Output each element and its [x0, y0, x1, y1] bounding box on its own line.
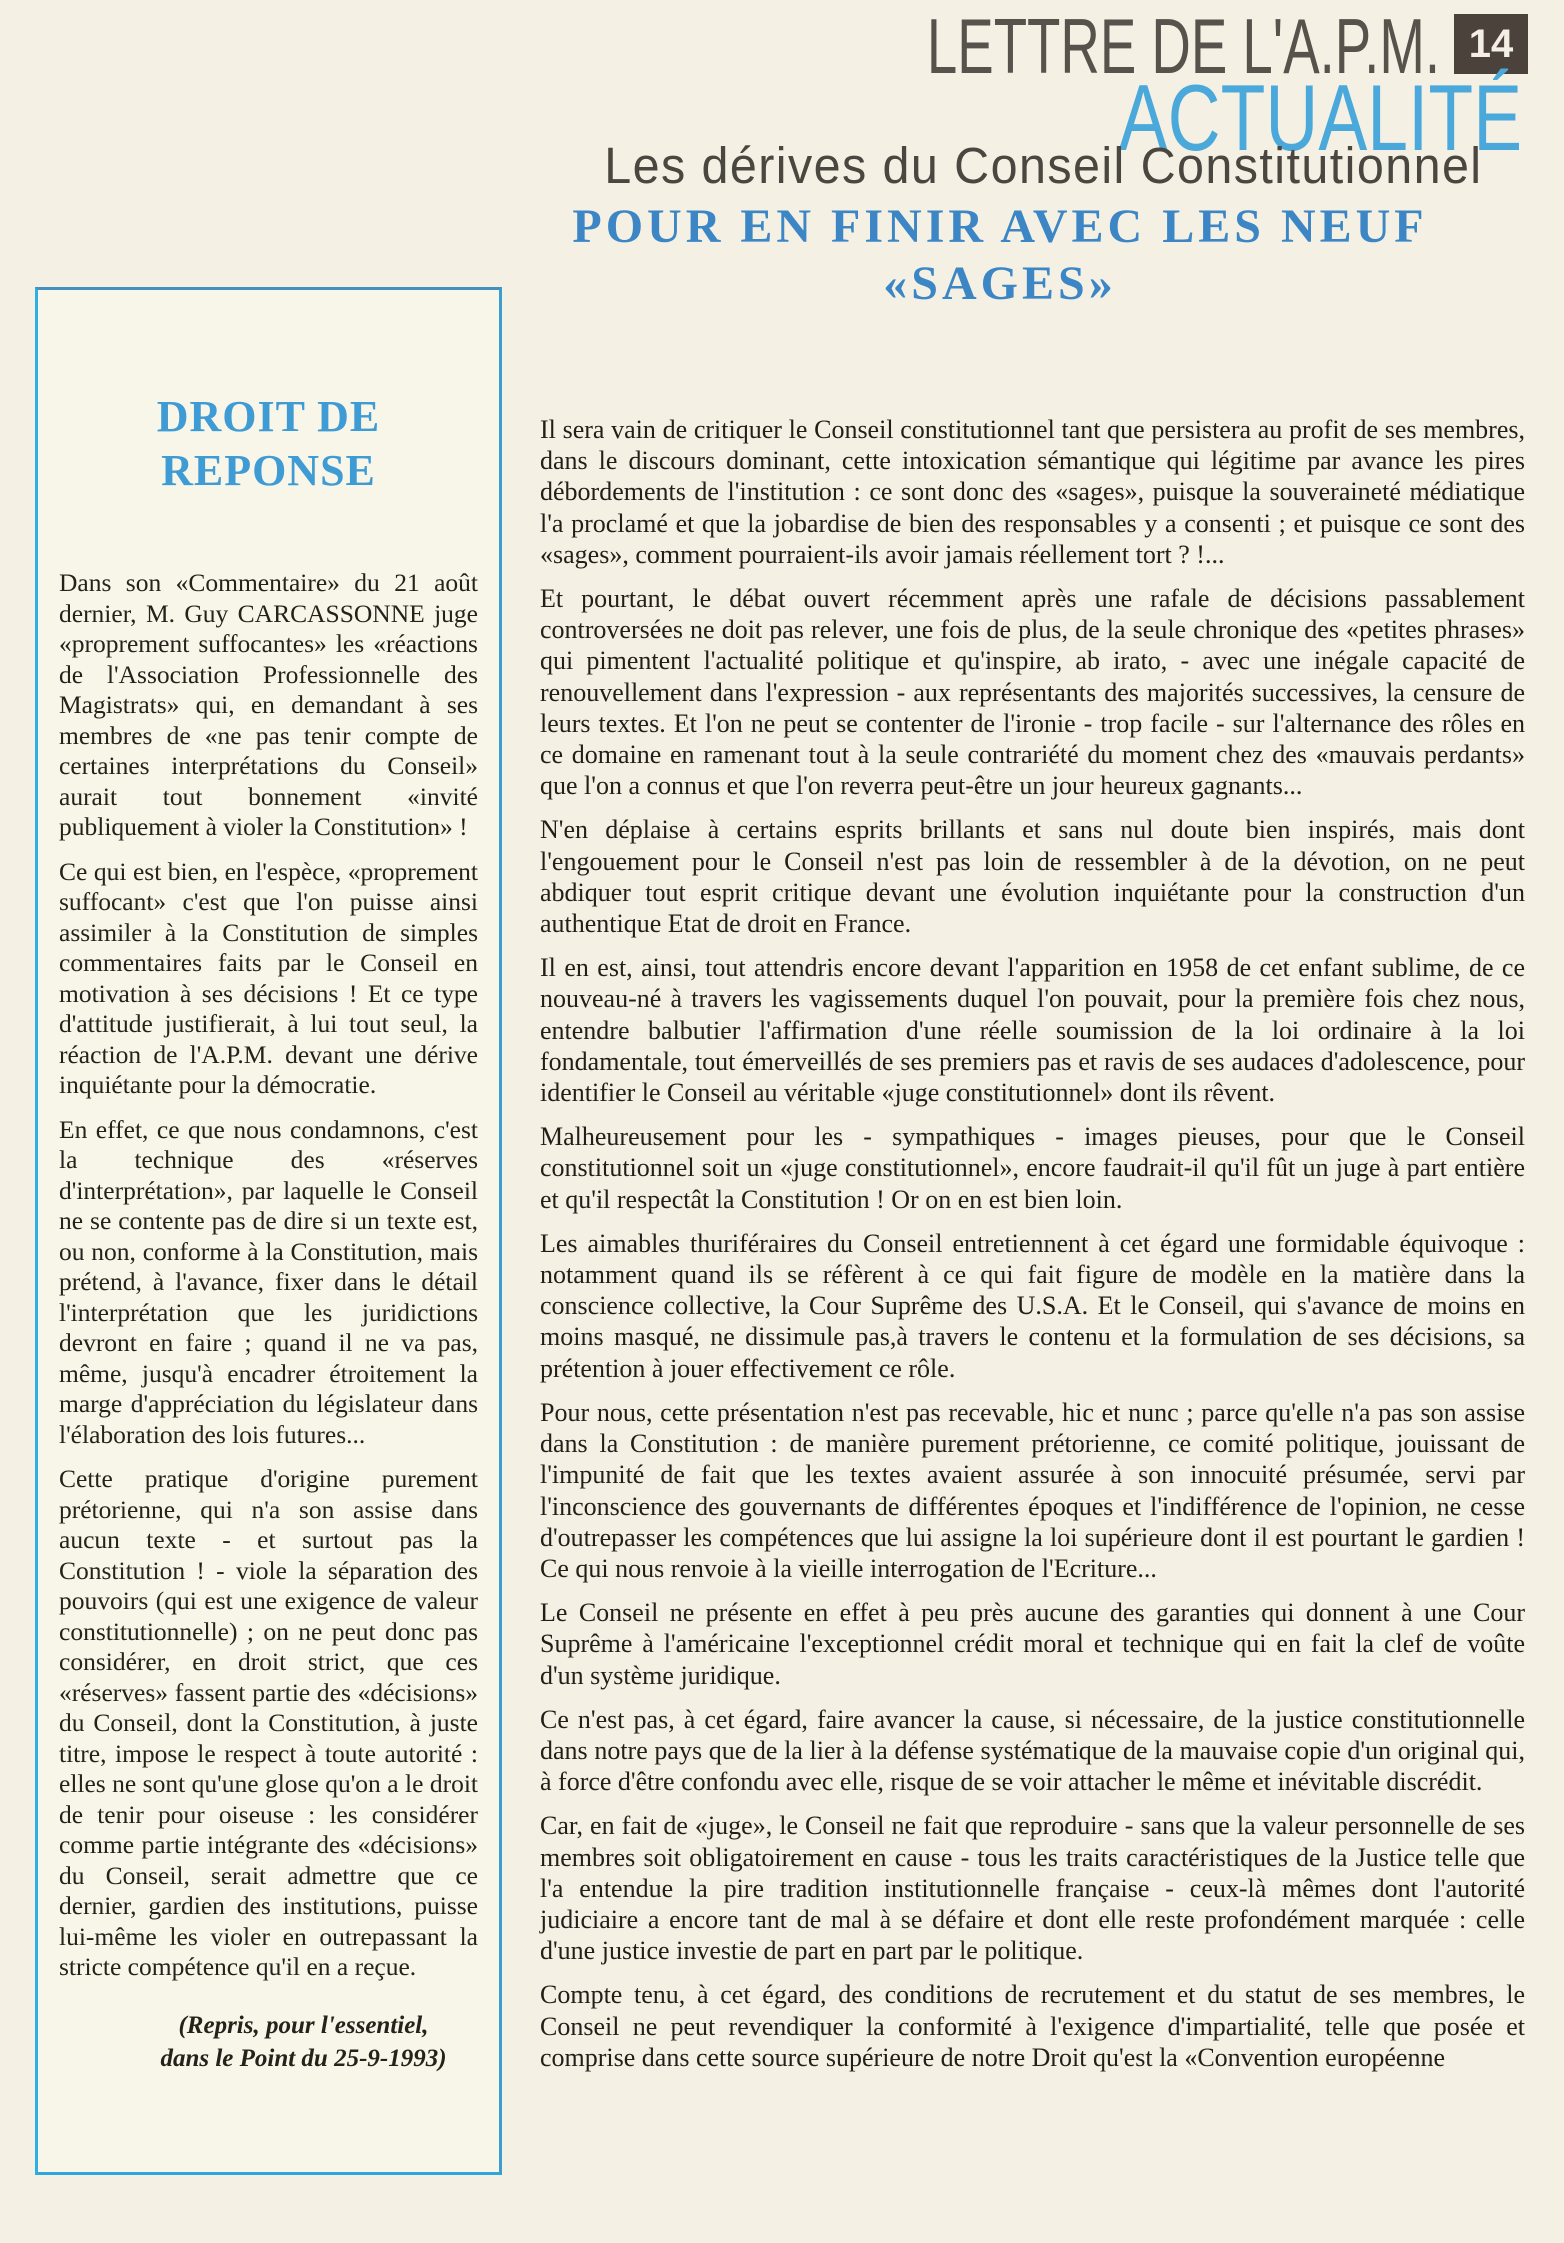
sidebar-title-line2: REPONSE — [161, 446, 376, 495]
sidebar-droit-de-reponse — [35, 287, 502, 2175]
body-paragraph: Ce n'est pas, à cet égard, faire avancer la cause, si nécessaire, de la justice constitutionnelle dans notre pays que de la lier à la défense systématique de la mauvaise copie d'un original qui, à force d'être confondu avec elle, risque de se voir attacher le même et inévitable discrédit. — [540, 1704, 1525, 1797]
sidebar-attribution — [59, 2009, 478, 2075]
body-paragraph: Compte tenu, à cet égard, des conditions de recrutement et du statut de ses membres, le Conseil ne peut revendiquer la conformité à l'exigence d'impartialité, telle que posée et comprise dans cette source supérieure de notre Droit qu'est la «Convention européenne — [540, 1980, 1525, 2072]
body-paragraph: Pour nous, cette présentation n'est pas recevable, hic et nunc ; parce qu'elle n'a pas son assise dans la Constitution : de manière purement prétorienne, ce comité politique, jouissant de l'impunité de fait que les textes avaient assurée à son innocuité présumée, servi par l'inconscience des gouvernants de différentes époques et l'indifférence de l'opinion, ne cesse d'outrepasser les compétences que lui assigne la loi supérieure dont il est pourtant le gardien ! Ce qui nous renvoie à la vieille interrogation de l'Ecriture... — [540, 1397, 1525, 1583]
article-body — [540, 414, 1525, 2086]
body-paragraph: Car, en fait de «juge», le Conseil ne fait que reproduire - sans que la valeur personnelle de ses membres soit obligatoirement en cause - tous les traits caractéristiques de la Justice telle que l'a entendue la pire tradition institutionnelle française - ceux-là mêmes dont l'autorité judiciaire a encore tant de mal à se défaire et dont elle reste profondément marquée : celle d'une justice investie de part en part par le politique. — [540, 1811, 1525, 1966]
body-paragraph: Il sera vain de critiquer le Conseil constitutionnel tant que persistera au profit de ses membres, dans le discours dominant, cette intoxication sémantique qui légitime par avance les pires débordements de l'institution : ce sont donc des «sages», puisque la souveraineté médiatique l'a proclamé et que la jobardise de bien des responsables y a consenti ; et puisque ce sont des «sages», comment pourraient-ils avoir jamais réellement tort ? !... — [540, 415, 1525, 569]
body-paragraph: Malheureusement pour les - sympathiques - images pieuses, pour que le Conseil constitutionnel soit un «juge constitutionnel», encore faudrait-il qu'il fût un juge à part entière et qu'il respectât la Constitution ! Or on en est bien loin. — [540, 1122, 1525, 1214]
sidebar-text — [59, 568, 478, 1983]
article-subtitle-line1: POUR EN FINIR AVEC LES NEUF — [572, 200, 1428, 253]
sidebar-paragraph: Cette pratique d'origine purement prétorienne, qui n'a son assise dans aucun texte - et surtout pas la Constitution ! - viole la séparation des pouvoirs (qui est une exigence de valeur constitutionnelle) ; on ne peut donc pas considérer, en droit strict, que ces «réserves» fassent partie des «décisions» du Conseil, dont la Constitution, à juste titre, impose le respect à toute autorité : elles ne sont qu'une glose qu'on a le droit de tenir pour oiseuse : les considérer comme partie intégrante des «décisions» du Conseil, serait admettre que ce dernier, gardien des institutions, puisse lui-même les violer en outrepassant la stricte compétence qu'il en a reçue. — [59, 1464, 478, 1981]
sidebar-paragraph: Ce qui est bien, en l'espèce, «proprement suffocant» c'est que l'on puisse ainsi assimiler à la Constitution de simples commentaires faits par le Conseil en motivation à ses décisions ! Et ce type d'attitude justifierait, à lui tout seul, la réaction de l'A.P.M. devant une dérive inquiétante pour la démocratie. — [59, 856, 478, 1099]
article-subtitle — [480, 198, 1520, 312]
sidebar-attribution-line1: (Repris, pour l'essentiel, — [178, 2011, 429, 2039]
body-paragraph: N'en déplaise à certains esprits brillants et sans nul doute bien inspirés, mais dont l'engouement pour le Conseil n'est pas loin de ressembler à de la dévotion, on ne peut abdiquer tout esprit critique devant une évolution inquiétante pour la construction d'un authentique Etat de droit en France. — [540, 815, 1525, 939]
body-paragraph: Et pourtant, le débat ouvert récemment après une rafale de décisions passablement controversées ne doit pas relever, une fois de plus, de la seule chronique des «petites phrases» qui pimentent l'actualité politique et qu'inspire, ab irato, - avec une inégale capacité de renouvellement dans l'expression - aux représentants des majorités successives, la censure de leurs textes. Et l'on ne peut se contenter de l'ironie - trop facile - sur l'alternance des rôles en ce domaine en ramenant tout à la seule contrariété du moment chez des «mauvais perdants» que l'on a connus et que l'on reverra peut-être un jour heureux gagnants... — [540, 584, 1525, 801]
sidebar-paragraph: Dans son «Commentaire» du 21 août dernier, M. Guy CARCASSONNE juge «proprement suffocantes» les «réactions de l'Association Professionnelle des Magistrats» qui, en demandant à ses membres de «ne pas tenir compte de certaines interprétations du Conseil» aurait tout bonnement «invité publiquement à violer la Constitution» ! — [59, 568, 478, 841]
sidebar-paragraph: En effet, ce que nous condamnons, c'est la technique des «réserves d'interprétation», par laquelle le Conseil ne se contente pas de dire si un texte est, ou non, conforme à la Constitution, mais prétend, à l'avance, fixer dans le détail l'interprétation que les juridictions devront en faire ; quand il ne va pas, même, jusqu'à encadrer étroitement la marge d'appréciation du législateur dans l'élaboration des lois futures... — [59, 1114, 478, 1449]
section-label: ACTUALITÉ — [1118, 65, 1522, 170]
sidebar-attribution-line2: dans le Point du 25-9-1993) — [160, 2044, 447, 2072]
body-paragraph: Les aimables thuriféraires du Conseil entretiennent à cet égard une formidable équivoque : notamment quand ils se réfèrent à ce qui fait figure de modèle en la matière dans la conscience collective, la Cour Suprême des U.S.A. Et le Conseil, qui s'avance de moins en moins masqué, ne dissimule pas,à travers le contenu et la formulation de ses décisions, sa prétention à jouer effectivement ce rôle. — [540, 1228, 1525, 1383]
sidebar-title — [59, 390, 478, 498]
body-paragraph: Le Conseil ne présente en effet à peu près aucune des garanties qui donnent à une Cour Suprême à l'américaine l'exceptionnel crédit moral et technique qui en fait la clef de voûte d'un système juridique. — [540, 1598, 1525, 1690]
page-number-badge: 14 — [1454, 14, 1528, 74]
article-subtitle-line2: «SAGES» — [883, 257, 1117, 310]
body-paragraph: Il en est, ainsi, tout attendris encore devant l'apparition en 1958 de cet enfant sublime, de ce nouveau-né à travers les vagissements duquel l'on pouvait, pour la première fois chez nous, entendre balbutier l'affirmation d'une réelle soumission de la loi ordinaire à la loi fondamentale, tout émerveillés de ses premiers pas et ravis de ses audaces d'adolescence, pour identifier le Conseil au véritable «juge constitutionnel» dont ils rêvent. — [540, 953, 1525, 1108]
sidebar-title-line1: DROIT DE — [156, 392, 381, 441]
newsletter-title: LETTRE DE L'A.P.M. — [926, 2, 1440, 90]
article-title: Les dérives du Conseil Constitutionnel — [603, 137, 1482, 194]
